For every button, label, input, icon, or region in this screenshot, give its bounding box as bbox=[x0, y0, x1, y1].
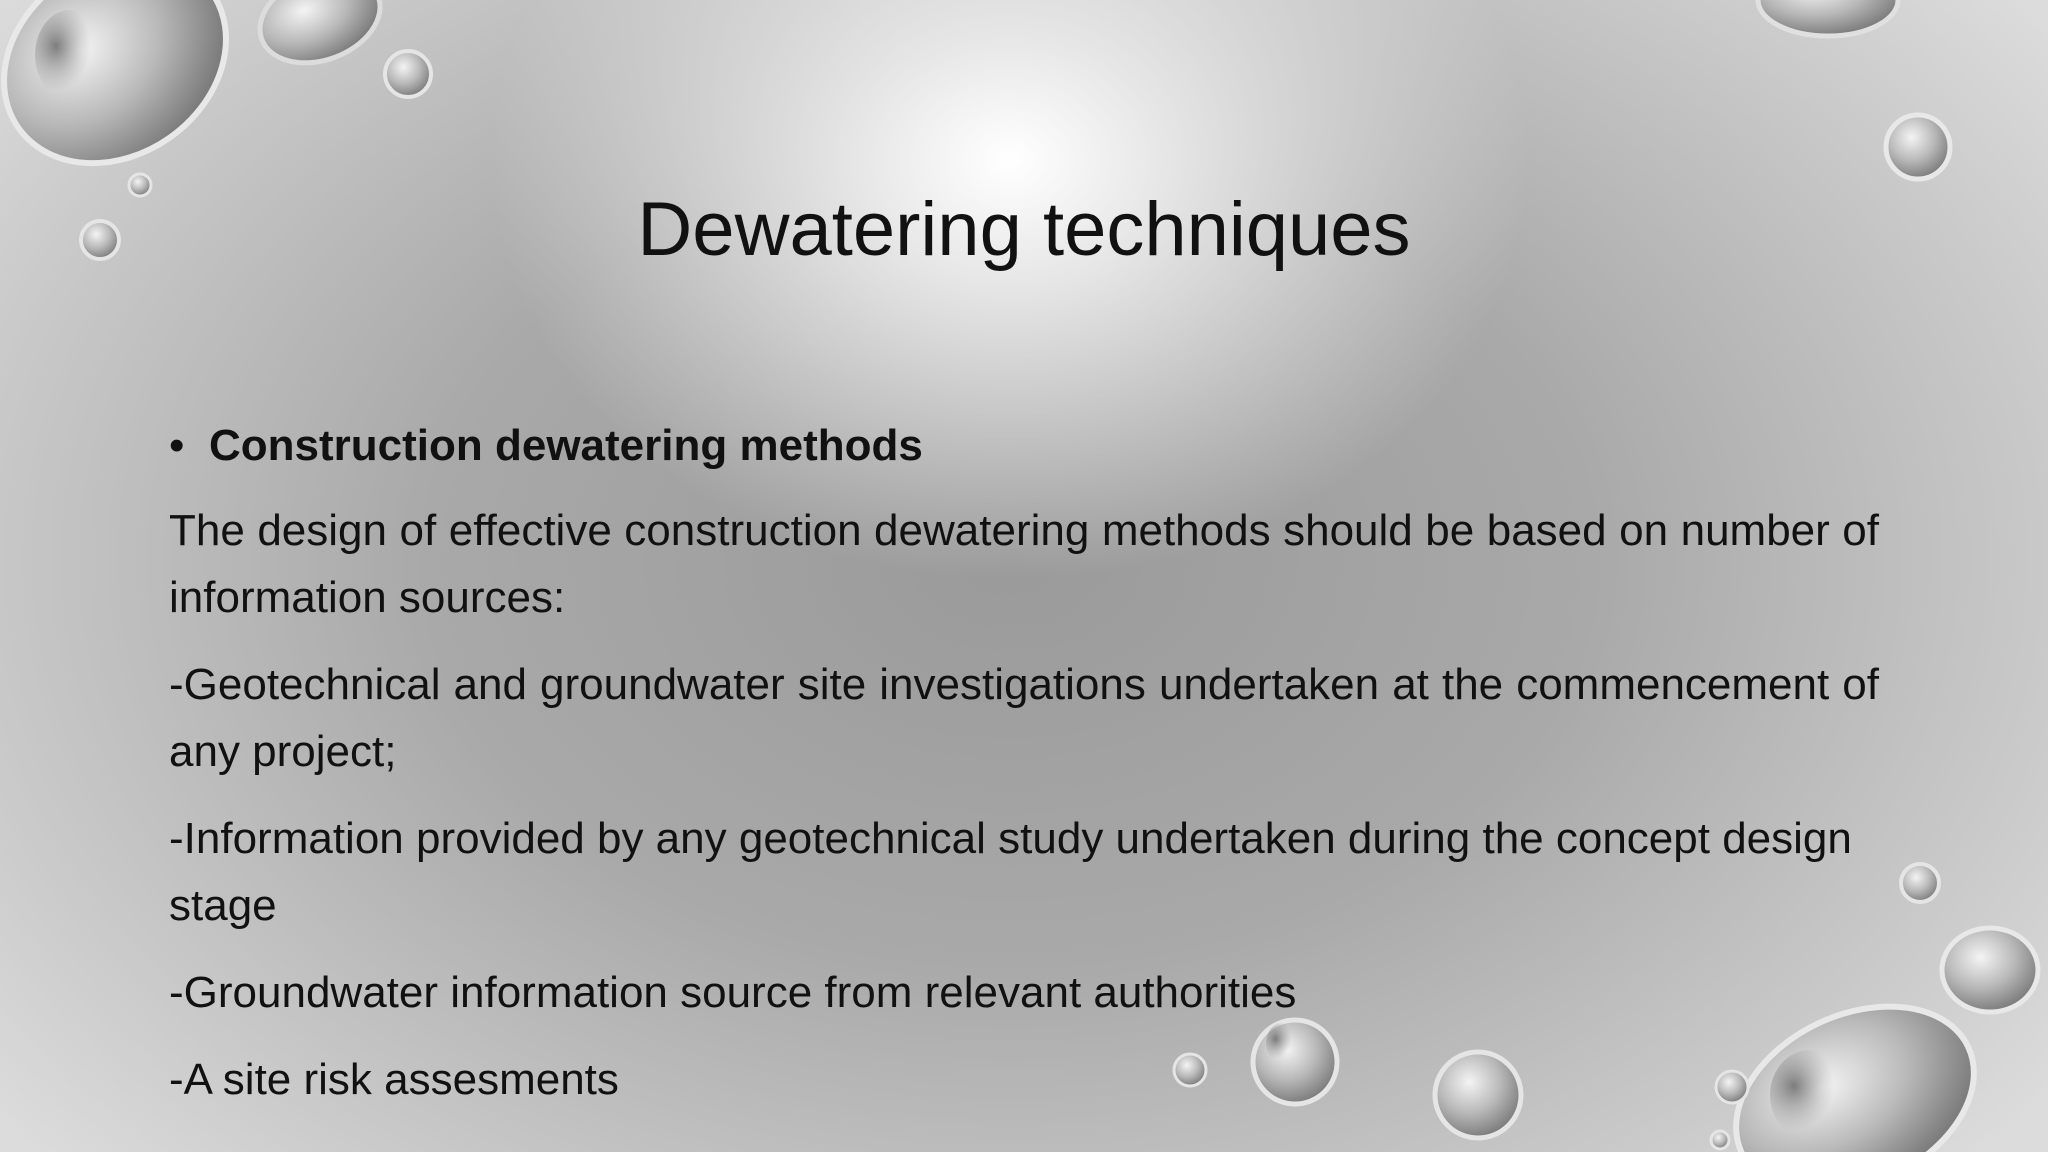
info-source-item: -A site risk assesments bbox=[169, 1055, 619, 1104]
intro-paragraph: The design of effective construction dewatering methods should be based on number of information sources: bbox=[169, 506, 1879, 622]
bullet-heading bbox=[169, 412, 1879, 479]
bullet-marker: • bbox=[169, 421, 185, 470]
slide-title: Dewatering techniques bbox=[637, 187, 1411, 272]
info-source-item: -Groundwater information source from relevant authorities bbox=[169, 968, 1297, 1017]
slide-body bbox=[169, 412, 1879, 1133]
info-source-item: -Information provided by any geotechnical study undertaken during the concept design stage bbox=[169, 814, 1852, 930]
bullet-heading-text: Construction dewatering methods bbox=[209, 421, 923, 470]
info-source-item: -Geotechnical and groundwater site investigations undertaken at the commencement of any project; bbox=[169, 660, 1879, 776]
